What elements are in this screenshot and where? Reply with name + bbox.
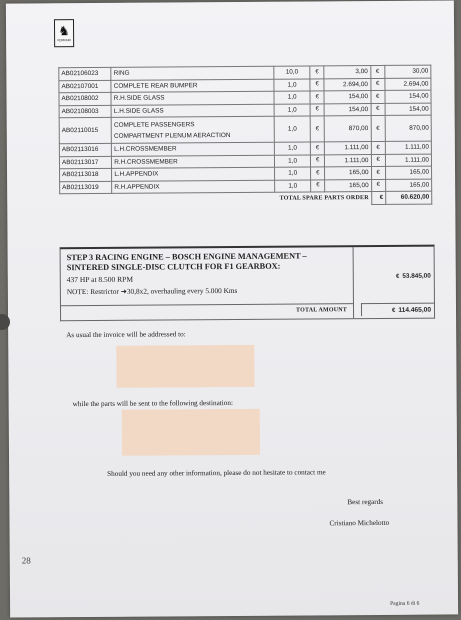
part-qty: 1,0 <box>274 78 310 91</box>
redacted-invoice-address <box>116 345 254 388</box>
parts-table <box>58 65 432 207</box>
part-qty: 1,0 <box>274 116 310 142</box>
table-row <box>59 115 431 144</box>
unit-price: 1.111,00 <box>325 142 371 155</box>
part-description: RING <box>111 66 274 80</box>
euro-sign: € <box>371 103 385 116</box>
handwritten-stamp: 28 <box>21 555 31 566</box>
unit-price: 154,00 <box>324 103 370 116</box>
redacted-shipping-address <box>122 409 260 456</box>
part-description: R.H.APPENDIX <box>112 180 275 194</box>
line-total: 154,00 <box>385 90 431 103</box>
line-total: 165,00 <box>385 179 431 192</box>
part-code: AB02113018 <box>62 171 99 179</box>
line-total: 1.111,00 <box>385 141 431 154</box>
part-code: AB02107001 <box>61 82 99 90</box>
part-code: AB02113017 <box>61 158 99 166</box>
part-qty: 1,0 <box>275 142 311 155</box>
unit-price: 165,00 <box>325 167 371 180</box>
unit-price: 1.111,00 <box>325 154 371 167</box>
part-code: AB02110015 <box>61 126 99 135</box>
line-total: 870,00 <box>385 115 431 141</box>
line-total: 165,00 <box>385 166 431 179</box>
part-description: R.H.CROSSMEMBER <box>112 155 275 169</box>
euro-sign: € <box>311 167 325 180</box>
logo-wordmark: FERRARI <box>57 38 71 43</box>
euro-sign: € <box>310 78 324 91</box>
step3-title: STEP 3 RACING ENGINE – BOSCH ENGINE MANAGEMENT – SINTERED SINGLE-DISC CLUTCH FOR F1 GEARBOX: <box>66 251 307 273</box>
signature-name: Cristiano Michelotto <box>329 518 390 528</box>
parts-total-row <box>60 191 432 206</box>
contact-text: Should you need any other information, please do not hesitate to contact me <box>107 468 326 478</box>
part-code: AB02108002 <box>61 95 99 103</box>
line-total: 154,00 <box>385 103 431 116</box>
euro-sign: € <box>371 179 385 192</box>
part-code: AB02113019 <box>62 183 99 191</box>
parts-total-value: 60.620,00 <box>386 191 432 204</box>
part-description: L.H.CROSSMEMBER <box>112 142 275 156</box>
part-description: COMPLETE REAR BUMPER <box>111 79 274 93</box>
closing-regards: Best regards <box>347 497 384 507</box>
part-qty: 1,0 <box>274 103 310 116</box>
part-code: AB02108003 <box>61 107 99 115</box>
euro-sign: € <box>311 179 325 192</box>
step3-price <box>361 273 431 280</box>
euro-sign: € <box>371 115 386 141</box>
part-qty: 10,0 <box>274 66 310 79</box>
euro-sign: € <box>395 273 400 280</box>
step3-note: NOTE: Restrictor ➜30,8x2, overhauling every 5.000 Kms <box>66 285 238 297</box>
document-page <box>6 0 458 617</box>
part-description: L.H.SIDE GLASS <box>111 104 274 118</box>
step3-horsepower: 437 HP at 8.500 RPM <box>66 274 134 285</box>
total-amount <box>361 303 434 317</box>
euro-sign: € <box>370 65 384 78</box>
euro-sign: € <box>310 116 325 142</box>
step3-price-value: 53.845,00 <box>402 272 431 280</box>
line-total: 2.694,00 <box>385 78 431 91</box>
part-description-line1: COMPLETE PASSENGERS <box>113 120 195 129</box>
shipping-destination-text: while the parts will be sent to the following destination: <box>72 398 233 409</box>
prancing-horse-icon: ♞ <box>58 23 70 39</box>
unit-price: 154,00 <box>324 91 370 104</box>
euro-sign: € <box>310 66 324 79</box>
part-qty: 1,0 <box>275 179 311 192</box>
unit-price: 2.694,00 <box>324 78 370 91</box>
part-description-line2: COMPARTMENT PLENUM AERACTION <box>114 131 231 140</box>
parts-total-label: TOTAL SPARE PARTS ORDER <box>279 195 369 202</box>
part-qty: 1,0 <box>275 167 311 180</box>
euro-sign: € <box>370 78 384 91</box>
euro-sign: € <box>371 166 385 179</box>
euro-sign: € <box>371 154 385 167</box>
euro-sign: € <box>370 90 384 103</box>
unit-price: 870,00 <box>325 116 371 142</box>
euro-sign: € <box>310 103 324 116</box>
part-qty: 1,0 <box>275 154 311 167</box>
invoice-address-text: As usual the invoice will be addressed to: <box>66 330 186 340</box>
euro-sign: € <box>310 154 324 167</box>
ferrari-logo <box>54 19 74 47</box>
total-amount-label: TOTAL AMOUNT <box>295 307 348 314</box>
part-qty: 1,0 <box>274 91 310 104</box>
part-description: L.H.APPENDIX <box>112 167 275 181</box>
page-number: Pagina 6 di 6 <box>390 600 420 607</box>
euro-sign: € <box>310 142 324 155</box>
unit-price: 3,00 <box>324 66 370 79</box>
part-description: R.H.SIDE GLASS <box>111 91 274 105</box>
euro-sign: € <box>371 141 385 154</box>
unit-price: 165,00 <box>325 179 371 192</box>
total-amount-value: 114.465,00 <box>398 306 432 314</box>
step3-section <box>60 245 436 322</box>
line-total: 30,00 <box>385 65 431 78</box>
part-code: AB02106023 <box>61 70 99 78</box>
euro-sign: € <box>371 191 385 204</box>
euro-sign: € <box>392 307 396 314</box>
line-total: 1.111,00 <box>385 154 431 167</box>
euro-sign: € <box>310 91 324 104</box>
part-code: AB02113016 <box>61 146 99 154</box>
